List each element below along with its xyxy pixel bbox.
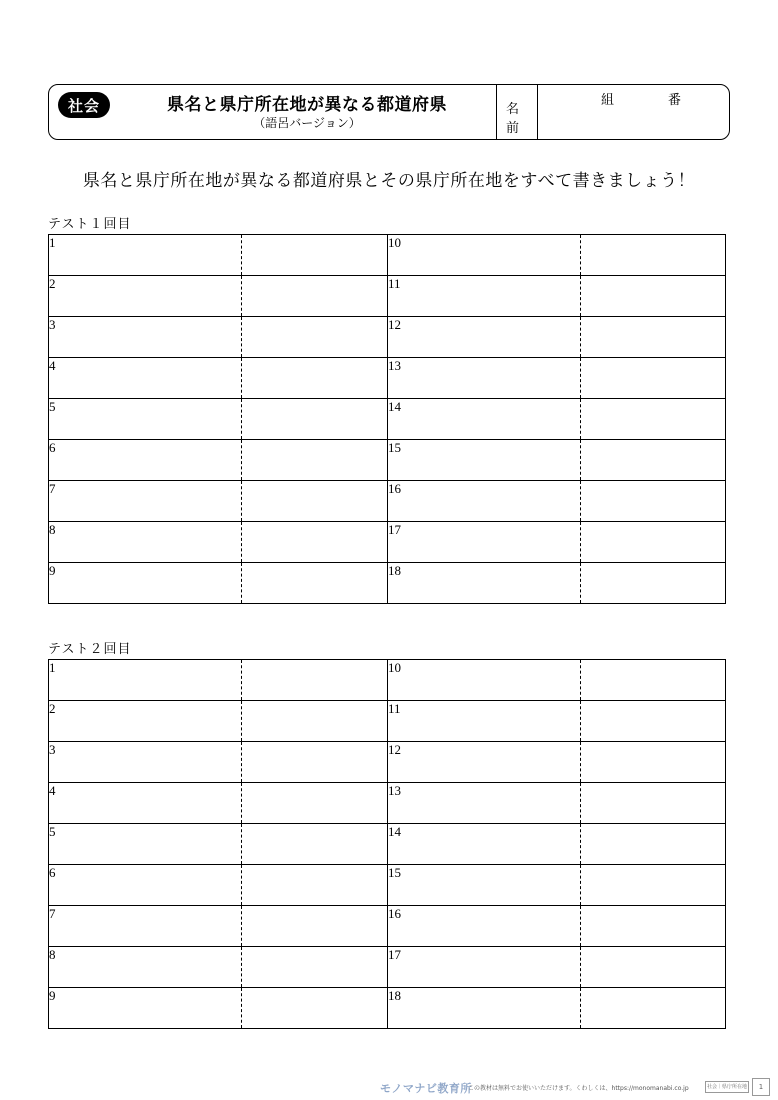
- capital-answer-cell[interactable]: [242, 440, 388, 481]
- capital-answer-cell[interactable]: [581, 317, 726, 358]
- row-number-left: 7: [49, 906, 71, 947]
- prefecture-answer-cell[interactable]: [71, 563, 242, 604]
- instruction-text: 県名と県庁所在地が異なる都道府県とその県庁所在地をすべて書きましょう！: [82, 171, 696, 190]
- capital-answer-cell[interactable]: [242, 399, 388, 440]
- capital-answer-cell[interactable]: [581, 988, 726, 1029]
- footer-note: この教材は無料でお使いいただけます。くわしくは、https://monomanabi.co.jp: [468, 1085, 689, 1092]
- row-number-left: 3: [49, 317, 71, 358]
- capital-answer-cell[interactable]: [242, 563, 388, 604]
- row-number-right: 17: [388, 947, 411, 988]
- capital-answer-cell[interactable]: [242, 742, 388, 783]
- site-logo: モノマナビ教育所: [380, 1082, 472, 1095]
- capital-answer-cell[interactable]: [581, 865, 726, 906]
- capital-answer-cell[interactable]: [242, 660, 388, 701]
- prefecture-answer-cell[interactable]: [71, 947, 242, 988]
- row-number-left: 8: [49, 947, 71, 988]
- class-label: 組: [601, 92, 616, 107]
- capital-answer-cell[interactable]: [242, 481, 388, 522]
- table-row: [49, 440, 725, 481]
- row-number-left: 5: [49, 824, 71, 865]
- prefecture-answer-cell[interactable]: [410, 865, 581, 906]
- row-number-right: 16: [388, 906, 411, 947]
- footer-tag: 社会｜県庁所在地: [705, 1081, 749, 1093]
- capital-answer-cell[interactable]: [581, 440, 726, 481]
- row-number-right: 10: [388, 235, 401, 250]
- prefecture-answer-cell[interactable]: [71, 865, 242, 906]
- capital-answer-cell[interactable]: [242, 522, 388, 563]
- capital-answer-cell[interactable]: [581, 783, 726, 824]
- table-row: [49, 276, 725, 317]
- table-row: [49, 563, 725, 604]
- prefecture-answer-cell[interactable]: [410, 358, 581, 399]
- prefecture-answer-cell[interactable]: [410, 824, 581, 865]
- prefecture-answer-cell[interactable]: [71, 235, 242, 276]
- prefecture-answer-cell[interactable]: [71, 317, 242, 358]
- row-number-right: 10: [388, 660, 401, 675]
- capital-answer-cell[interactable]: [581, 742, 726, 783]
- prefecture-answer-cell[interactable]: [71, 742, 242, 783]
- row-number-left: 1: [49, 660, 56, 675]
- prefecture-answer-cell[interactable]: [71, 399, 242, 440]
- capital-answer-cell[interactable]: [581, 399, 726, 440]
- page-footer: [0, 1072, 778, 1100]
- row-number-right: 12: [388, 317, 411, 358]
- row-number-left: 1: [49, 235, 56, 250]
- capital-answer-cell[interactable]: [242, 317, 388, 358]
- page-title: 県名と県庁所在地が異なる都道府県: [167, 95, 447, 114]
- row-number-right: 13: [388, 783, 411, 824]
- prefecture-answer-cell[interactable]: [71, 824, 242, 865]
- capital-answer-cell[interactable]: [581, 276, 726, 317]
- header-divider-left: [496, 84, 497, 140]
- capital-answer-cell[interactable]: [242, 865, 388, 906]
- capital-answer-cell[interactable]: [581, 660, 726, 701]
- section-label-2: テスト２回目: [48, 641, 132, 656]
- prefecture-answer-cell[interactable]: [71, 522, 242, 563]
- row-number-left: 9: [49, 563, 71, 604]
- capital-answer-cell[interactable]: [581, 947, 726, 988]
- prefecture-answer-cell[interactable]: [410, 906, 581, 947]
- prefecture-answer-cell[interactable]: [410, 783, 581, 824]
- row-number-right: 13: [388, 358, 411, 399]
- row-number-left: 6: [49, 865, 71, 906]
- table-row: [49, 358, 725, 399]
- prefecture-answer-cell[interactable]: [410, 947, 581, 988]
- table-row: [49, 399, 725, 440]
- table-row: [49, 947, 725, 988]
- row-number-right: 15: [388, 865, 411, 906]
- capital-answer-cell[interactable]: [581, 906, 726, 947]
- row-number-right: 17: [388, 522, 411, 563]
- table-row: [49, 701, 725, 742]
- table-row: [49, 906, 725, 947]
- row-number-left: 8: [49, 522, 71, 563]
- capital-answer-cell[interactable]: [581, 358, 726, 399]
- capital-answer-cell[interactable]: [581, 824, 726, 865]
- capital-answer-cell[interactable]: [581, 235, 726, 276]
- capital-answer-cell[interactable]: [242, 906, 388, 947]
- row-number-right: 16: [388, 481, 411, 522]
- capital-answer-cell[interactable]: [242, 701, 388, 742]
- row-number-right: 11: [388, 701, 411, 742]
- capital-answer-cell[interactable]: [242, 988, 388, 1029]
- prefecture-answer-cell[interactable]: [71, 783, 242, 824]
- prefecture-answer-cell[interactable]: [410, 276, 581, 317]
- row-number-right: 12: [388, 742, 411, 783]
- prefecture-answer-cell[interactable]: [410, 563, 581, 604]
- row-number-left: 2: [49, 701, 71, 742]
- table-row: [49, 660, 725, 701]
- row-number-left: 3: [49, 742, 71, 783]
- page-subtitle: （語呂バージョン）: [253, 116, 361, 130]
- capital-answer-cell[interactable]: [242, 947, 388, 988]
- number-label: 番: [668, 92, 683, 107]
- name-label-bottom: 前: [506, 120, 520, 135]
- row-number-right: 15: [388, 440, 411, 481]
- prefecture-answer-cell[interactable]: [71, 701, 242, 742]
- section-label-1: テスト１回目: [48, 216, 132, 231]
- prefecture-answer-cell[interactable]: [410, 742, 581, 783]
- prefecture-answer-cell[interactable]: [410, 440, 581, 481]
- table-row: [49, 235, 725, 276]
- prefecture-answer-cell[interactable]: [71, 988, 242, 1029]
- table-row: [49, 824, 725, 865]
- prefecture-answer-cell[interactable]: [410, 481, 581, 522]
- prefecture-answer-cell[interactable]: [71, 358, 242, 399]
- prefecture-answer-cell[interactable]: [410, 399, 581, 440]
- table-row: [49, 783, 725, 824]
- prefecture-answer-cell[interactable]: [71, 906, 242, 947]
- row-number-left: 6: [49, 440, 71, 481]
- table-row: [49, 988, 725, 1029]
- row-number-right: 11: [388, 276, 411, 317]
- row-number-right: 18: [388, 563, 411, 604]
- row-number-left: 4: [49, 358, 71, 399]
- prefecture-answer-cell[interactable]: [410, 235, 581, 276]
- row-number-left: 9: [49, 988, 71, 1029]
- capital-answer-cell[interactable]: [581, 481, 726, 522]
- subject-badge: 社会: [58, 92, 110, 118]
- capital-answer-cell[interactable]: [242, 276, 388, 317]
- capital-answer-cell[interactable]: [242, 783, 388, 824]
- row-number-right: 14: [388, 824, 411, 865]
- answer-grid-1[interactable]: [48, 234, 726, 604]
- name-label-top: 名: [506, 101, 520, 116]
- table-row: [49, 522, 725, 563]
- capital-answer-cell[interactable]: [581, 522, 726, 563]
- prefecture-answer-cell[interactable]: [71, 660, 242, 701]
- table-row: [49, 481, 725, 522]
- table-row: [49, 742, 725, 783]
- capital-answer-cell[interactable]: [242, 358, 388, 399]
- prefecture-answer-cell[interactable]: [71, 276, 242, 317]
- prefecture-answer-cell[interactable]: [71, 440, 242, 481]
- row-number-left: 5: [49, 399, 71, 440]
- row-number-right: 18: [388, 988, 411, 1029]
- prefecture-answer-cell[interactable]: [71, 481, 242, 522]
- row-number-left: 2: [49, 276, 71, 317]
- page-number: 1: [752, 1078, 770, 1096]
- prefecture-answer-cell[interactable]: [410, 660, 581, 701]
- capital-answer-cell[interactable]: [581, 563, 726, 604]
- row-number-right: 14: [388, 399, 411, 440]
- prefecture-answer-cell[interactable]: [410, 988, 581, 1029]
- prefecture-answer-cell[interactable]: [410, 701, 581, 742]
- prefecture-answer-cell[interactable]: [410, 317, 581, 358]
- capital-answer-cell[interactable]: [242, 235, 388, 276]
- header-divider-name: [537, 84, 538, 140]
- prefecture-answer-cell[interactable]: [410, 522, 581, 563]
- answer-grid-2[interactable]: [48, 659, 726, 1029]
- worksheet-header: [48, 84, 730, 140]
- table-row: [49, 865, 725, 906]
- row-number-left: 4: [49, 783, 71, 824]
- row-number-left: 7: [49, 481, 71, 522]
- capital-answer-cell[interactable]: [242, 824, 388, 865]
- capital-answer-cell[interactable]: [581, 701, 726, 742]
- table-row: [49, 317, 725, 358]
